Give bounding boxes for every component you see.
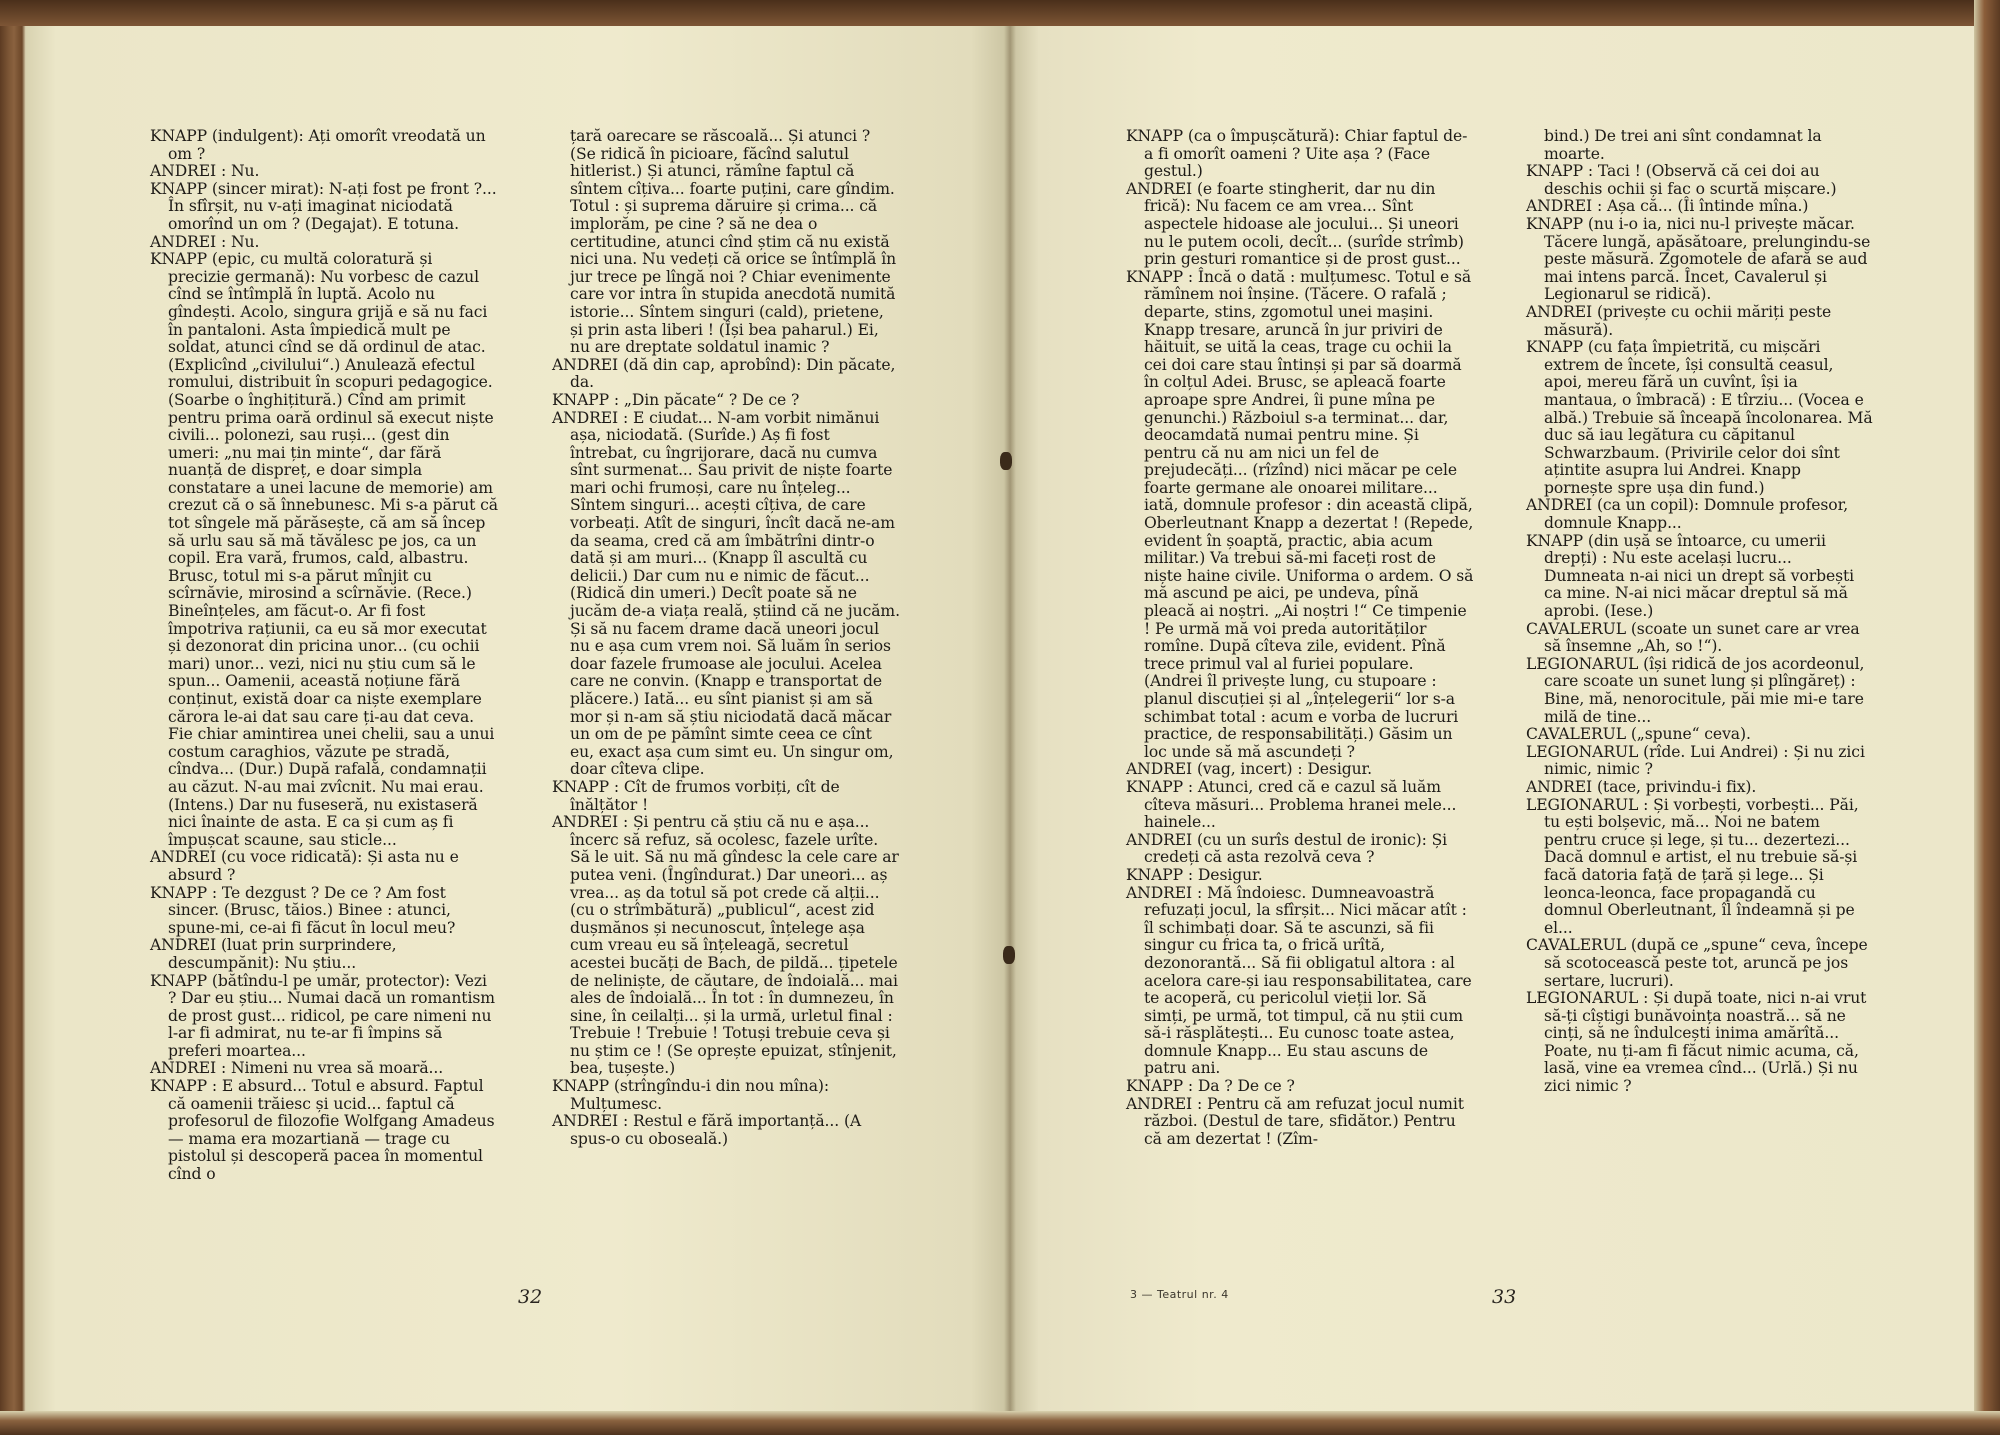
dialogue-line: țară oarecare se răscoală... Și atunci ? (Se ridică în picioare, făcînd salutul hitlerist.) Și atunci, rămîne faptul că sîntem cîțiva... foarte puțini, care gîndim. Totul : și suprema dăruire și crima... că implorăm, pe cine ? să ne dea o certitudine, atunci cînd știm că nu există nici una. Nu vedeți că orice se întîmplă în jur trece pe lîngă noi ? Chiar evenimente care vor intra în stupida anecdotă numită istorie... Sîntem singuri (cald), prietene, și prin asta liberi ! (Își bea paharul.) Ei, nu are dreptate soldatul inamic ? [570,127,897,357]
right-page-column-1 [1126,128,1474,1148]
left-page-column-2 [552,128,900,1148]
dialogue-line: ANDREI (luat prin surprindere, descumpănit): Nu știu... [150,936,397,972]
dialogue-line: CAVALERUL (scoate un sunet care ar vrea să însemne „Ah, so !“). [1526,619,1860,656]
dialogue-line: ANDREI : Nimeni nu vrea să moară... [150,1059,444,1078]
dialogue-line: KNAPP : Desigur. [1126,865,1263,884]
binding-stitch [1003,946,1015,964]
dialogue-line: KNAPP (nu i-o ia, nici nu-l privește măcar. Tăcere lungă, apăsătoare, prelungindu-se peste măsură. Zgomotele de afară se aud mai intens parcă. Încet, Cavalerul și Legionarul se ridică). [1526,214,1871,304]
dialogue-line: ANDREI : Restul e fără importanță... (A spus-o cu oboseală.) [552,1112,862,1148]
dialogue-line: KNAPP (bătîndu-l pe umăr, protector): Vezi ? Dar eu știu... Numai dacă un romantism de prost gust... ridicol, pe care nimeni nu l-ar fi admirat, nu te-ar fi împins să preferi moartea... [150,971,495,1060]
dialogue-line: ANDREI (dă din cap, aprobînd): Din păcate, da. [552,355,896,392]
book-cover-bottom-edge [0,1411,2000,1435]
binding-stitch [1000,452,1012,470]
dialogue-line: ANDREI : E ciudat... N-am vorbit nimănui așa, niciodată. (Surîde.) Aș fi fost întrebat, cu îngrijorare, dacă nu cumva sînt surmenat... Sau privit de niște foarte mari ochi frumoși, care nu înțeleg... Sîntem singuri... acești cîțiva, de care vorbeați. Atît de singuri, încît dacă ne-am da seama, cred că am îmbătrîni dintr-o dată și am muri... (Knapp îl ascultă cu delicii.) Dar cum nu e nimic de făcut... (Ridică din umeri.) Decît poate să ne jucăm de-a viața reală, știind că ne jucăm. Și să nu facem drame dacă uneori jocul nu e așa cum vrem noi. Să luăm în serios doar fazele frumoase ale jocului. Acelea care ne convin. (Knapp e transportat de plăcere.) Iată... eu sînt pianist și am să mor și n-am să știu niciodată dacă măcar un om de pe pămînt simte ceea ce cînt eu, exact așa cum simt eu. Un singur om, doar cîteva clipe. [552,408,900,779]
book-cover-top-edge [0,0,2000,26]
right-page-column-2 [1526,128,1874,1096]
dialogue-line: KNAPP : Încă o dată : mulțumesc. Totul e să rămînem noi înșine. (Tăcere. O rafală ; departe, stins, zgomotul unei mașini. Knapp tresare, aruncă în jur priviri de hăituit, se uită la ceas, trage cu ochii la cei doi care stau întinși și par să doarmă în colțul Adei. Brusc, se apleacă foarte aproape spre Andrei, îi pune mîna pe genunchi.) Războiul s-a terminat... dar, deocamdată numai pentru mine. Și pentru că nu am nici un fel de prejudecăți... (rîzînd) nici măcar pe cele foarte germane ale onoarei militare... iată, domnule profesor : din această clipă, Oberleutnant Knapp a dezertat ! (Repede, evident în șoaptă, practic, abia acum militar.) Va trebui să-mi faceți rost de niște haine civile. Uniforma o ardem. O să mă ascund pe aici, pe undeva, pînă pleacă ai noștri. „Ai noștri !“ Ce timpenie ! Pe urmă mă voi preda autorităților romîne. După cîteva zile, evident. Pînă trece primul val al furiei populare. (Andrei îl privește lung, cu stupoare : planul discuției și al „înțelegerii“ lor s-a schimbat total : acum e vorba de lucruri practice, de responsabilități.) Găsim un loc unde să mă ascundeți ? [1126,267,1474,761]
left-page-column-1 [150,128,498,1184]
dialogue-line: ANDREI (cu un surîs destul de ironic): Și credeți că asta rezolvă ceva ? [1126,830,1448,867]
dialogue-line: KNAPP : Taci ! (Observă că cei doi au deschis ochii și fac o scurtă mișcare.) [1526,162,1837,198]
dialogue-line: ANDREI : Nu. [150,232,260,251]
dialogue-line: bind.) De trei ani sînt condamnat la moarte. [1544,127,1822,163]
dialogue-line: CAVALERUL („spune“ ceva). [1526,725,1751,744]
page-number-right: 33 [1492,1286,1517,1308]
dialogue-line: KNAPP (cu fața împietrită, cu mișcări extrem de încete, își consultă ceasul, apoi, mereu fără un cuvînt, își ia mantaua, o îmbracă) : E tîrziu... (Vocea e albă.) Trebuie să înceapă încolonarea. Mă duc să iau legătura cu căpitanul Schwarzbaum. (Privirile celor doi sînt ațintite asupra lui Andrei. Knapp pornește spre ușa din fund.) [1526,338,1873,497]
dialogue-line: KNAPP (epic, cu multă coloratură și precizie germană): Nu vorbesc de cazul cînd se întîmplă în luptă. Acolo nu gîndești. Acolo, singura grijă e să nu faci în pantaloni. Asta împiedică mult pe soldat, atunci cînd se dă ordinul de atac. (Explicînd „civilului“.) Anulează efectul romului, distribuit în scopuri pedagogice. (Soarbe o înghițitură.) Cînd am primit pentru prima oară ordinul să execut niște civili... polonezi, sau ruși... (gest din umeri: „nu mai țin minte“, dar fără nuanță de dispreț, e doar simpla constatare a unei lacune de memorie) am crezut că o să înnebunesc. Mi s-a părut că tot sîngele mă părăsește, că am să încep să urlu sau să mă tăvălesc pe jos, ca un copil. Era vară, frumos, cald, albastru. Brusc, totul mi s-a părut mînjit cu scîrnăvie, mirosind a scîrnăvie. (Rece.) Bineînțeles, am făcut-o. Ar fi fost împotriva rațiunii, ca eu să mor executat și dezonorat din pricina unor... (cu ochii mari) unor... vezi, nici nu știu cum să le spun... Oamenii, această noțiune fără conținut, există doar ca niște exemplare cărora le-ai dat sau care ți-au dat ceva. Fie chiar amintirea unei chelii, sau a unui costum caraghios, văzute pe stradă, cîndva... (Dur.) După rafală, condamnații au căzut. N-au mai zvîcnit. Nu mai erau. (Intens.) Dar nu fuseseră, nu existaseră nici înainte de asta. E ca și cum aș fi împușcat scaune, sau sticle... [150,250,499,849]
dialogue-line: ANDREI (tace, privindu-i fix). [1526,777,1757,796]
dialogue-line: KNAPP (strîngîndu-i din nou mîna): Mulțumesc. [552,1077,830,1113]
dialogue-line: KNAPP (sincer mirat): N-ați fost pe front ?... În sfîrșit, nu v-ați imaginat niciodată omorînd un om ? (Degajat). E totuna. [150,179,497,233]
dialogue-line: KNAPP : „Din păcate“ ? De ce ? [552,390,800,409]
dialogue-line: ANDREI : Nu. [150,162,260,181]
dialogue-line: KNAPP : Atunci, cred că e cazul să luăm cîteva măsuri... Problema hranei mele... hainele... [1126,777,1457,832]
dialogue-line: ANDREI (ca un copil): Domnule profesor, domnule Knapp... [1526,496,1849,533]
dialogue-line: KNAPP (din ușă se întoarce, cu umerii drepți) : Nu este același lucru... Dumneata n-ai nici un drept să vorbești ca mine. N-ai nici măcar dreptul să mă aprobi. (Iese.) [1526,531,1855,621]
dialogue-line: CAVALERUL (după ce „spune“ ceva, începe să scotocească peste tot, aruncă pe jos sertare, lucruri). [1526,936,1868,990]
dialogue-line: KNAPP : Da ? De ce ? [1126,1077,1295,1096]
dialogue-line: LEGIONARUL (rîde. Lui Andrei) : Și nu zici nimic, nimic ? [1526,742,1865,779]
dialogue-line: LEGIONARUL : Și după toate, nici n-ai vrut să-ți cîștigi bunăvoința noastră... să ne cinți, să ne îndulcești inima amărîtă... Poate, nu ți-am fi făcut nimic acuma, că, lasă, vine ea vremea cînd... (Urlă.) Și nu zici nimic ? [1526,989,1867,1096]
dialogue-line: ANDREI : Și pentru că știu că nu e așa... încerc să refuz, să ocolesc, fazele urîte. Să le uit. Să nu mă gîndesc la cele care ar putea veni. (Îngîndurat.) Dar uneori... aș vrea... aș da totul să pot crede că alții... (cu o strîmbătură) „publicul“, acest zid dușmănos și necunoscut, înțelege așa cum vreau eu să înțeleagă, secretul acestei bucăți de Bach, de pildă... țipetele de neliniște, de căutare, de îndoială... mai ales de îndoială... În tot : în dumnezeu, în sine, în ceilalți... și la urmă, urletul final : Trebuie ! Trebuie ! Totuși trebuie ceva și nu știm ce ! (Se oprește epuizat, stînjenit, bea, tușește.) [552,813,899,1078]
dialogue-line: ANDREI (vag, incert) : Desigur. [1126,760,1373,779]
book-cover-right-edge [1974,0,2000,1435]
dialogue-line: ANDREI (e foarte stingherit, dar nu din frică): Nu facem ce am vrea... Sînt aspectele hidoase ale jocului... Și uneori nu le putem ocoli, decît... (surîde strîmb) prin gesturi romantice și de prost gust... [1126,179,1464,269]
dialogue-line: ANDREI : Pentru că am refuzat jocul numit război. (Destul de tare, sfidător.) Pentru că am dezertat ! (Zîm- [1126,1094,1464,1148]
dialogue-line: KNAPP (ca o împușcătură): Chiar faptul de-a fi omorît oameni ? Uite așa ? (Face gestul.) [1126,127,1468,181]
dialogue-line: ANDREI (privește cu ochii măriți peste măsură). [1526,302,1832,339]
dialogue-line: KNAPP : E absurd... Totul e absurd. Faptul că oamenii trăiesc și ucid... faptul că profesorul de filozofie Wolfgang Amadeus — mama era mozartiană — trage cu pistolul și descoperă pacea în momentul cînd o [150,1077,495,1184]
dialogue-line: KNAPP : Cît de frumos vorbiți, cît de înălțător ! [552,777,840,814]
dialogue-line: ANDREI (cu voce ridicată): Și asta nu e absurd ? [150,848,459,884]
book-gutter [1004,26,1016,1411]
signature-mark: 3 — Teatrul nr. 4 [1130,1288,1229,1301]
page-number-left: 32 [518,1286,543,1308]
dialogue-line: ANDREI : Așa că... (Îi întinde mîna.) [1526,197,1809,216]
dialogue-line: KNAPP : Te dezgust ? De ce ? Am fost sincer. (Brusc, tăios.) Binee : atunci, spune-mi, ce-ai fi făcut în locul meu? [150,883,456,937]
dialogue-line: LEGIONARUL : Și vorbești, vorbești... Păi, tu ești bolșevic, mă... Noi ne batem pentru cruce și lege, și tu... dezertezi... Dacă domnul e artist, el nu trebuie să-și facă datoria față de țară și lege... Și leonca-leonca, face propagandă cu domnul Oberleutnant, îl îndeamnă și pe el... [1526,795,1859,937]
dialogue-line: LEGIONARUL (își ridică de jos acordeonul, care scoate un sunet lung și plîngăreț) : Bine, mă, nenorocitule, păi mie mi-e tare milă de tine... [1526,654,1865,726]
dialogue-line: KNAPP (indulgent): Ați omorît vreodată un om ? [150,127,486,163]
dialogue-line: ANDREI : Mă îndoiesc. Dumneavoastră refuzați jocul, la sfîrșit... Nici măcar atît : îl schimbați doar. Să te ascunzi, să fii singur cu frica ta, o frică urîtă, dezonorantă... Să fii obligatul altora : al acelora care-și iau responsabilitatea, care te acoperă, cu pericolul vieții lor. Să simți, pe urmă, tot timpul, că nu știi cum să-i răsplătești... Eu cunosc toate astea, domnule Knapp... Eu stau ascuns de patru ani. [1126,883,1472,1078]
